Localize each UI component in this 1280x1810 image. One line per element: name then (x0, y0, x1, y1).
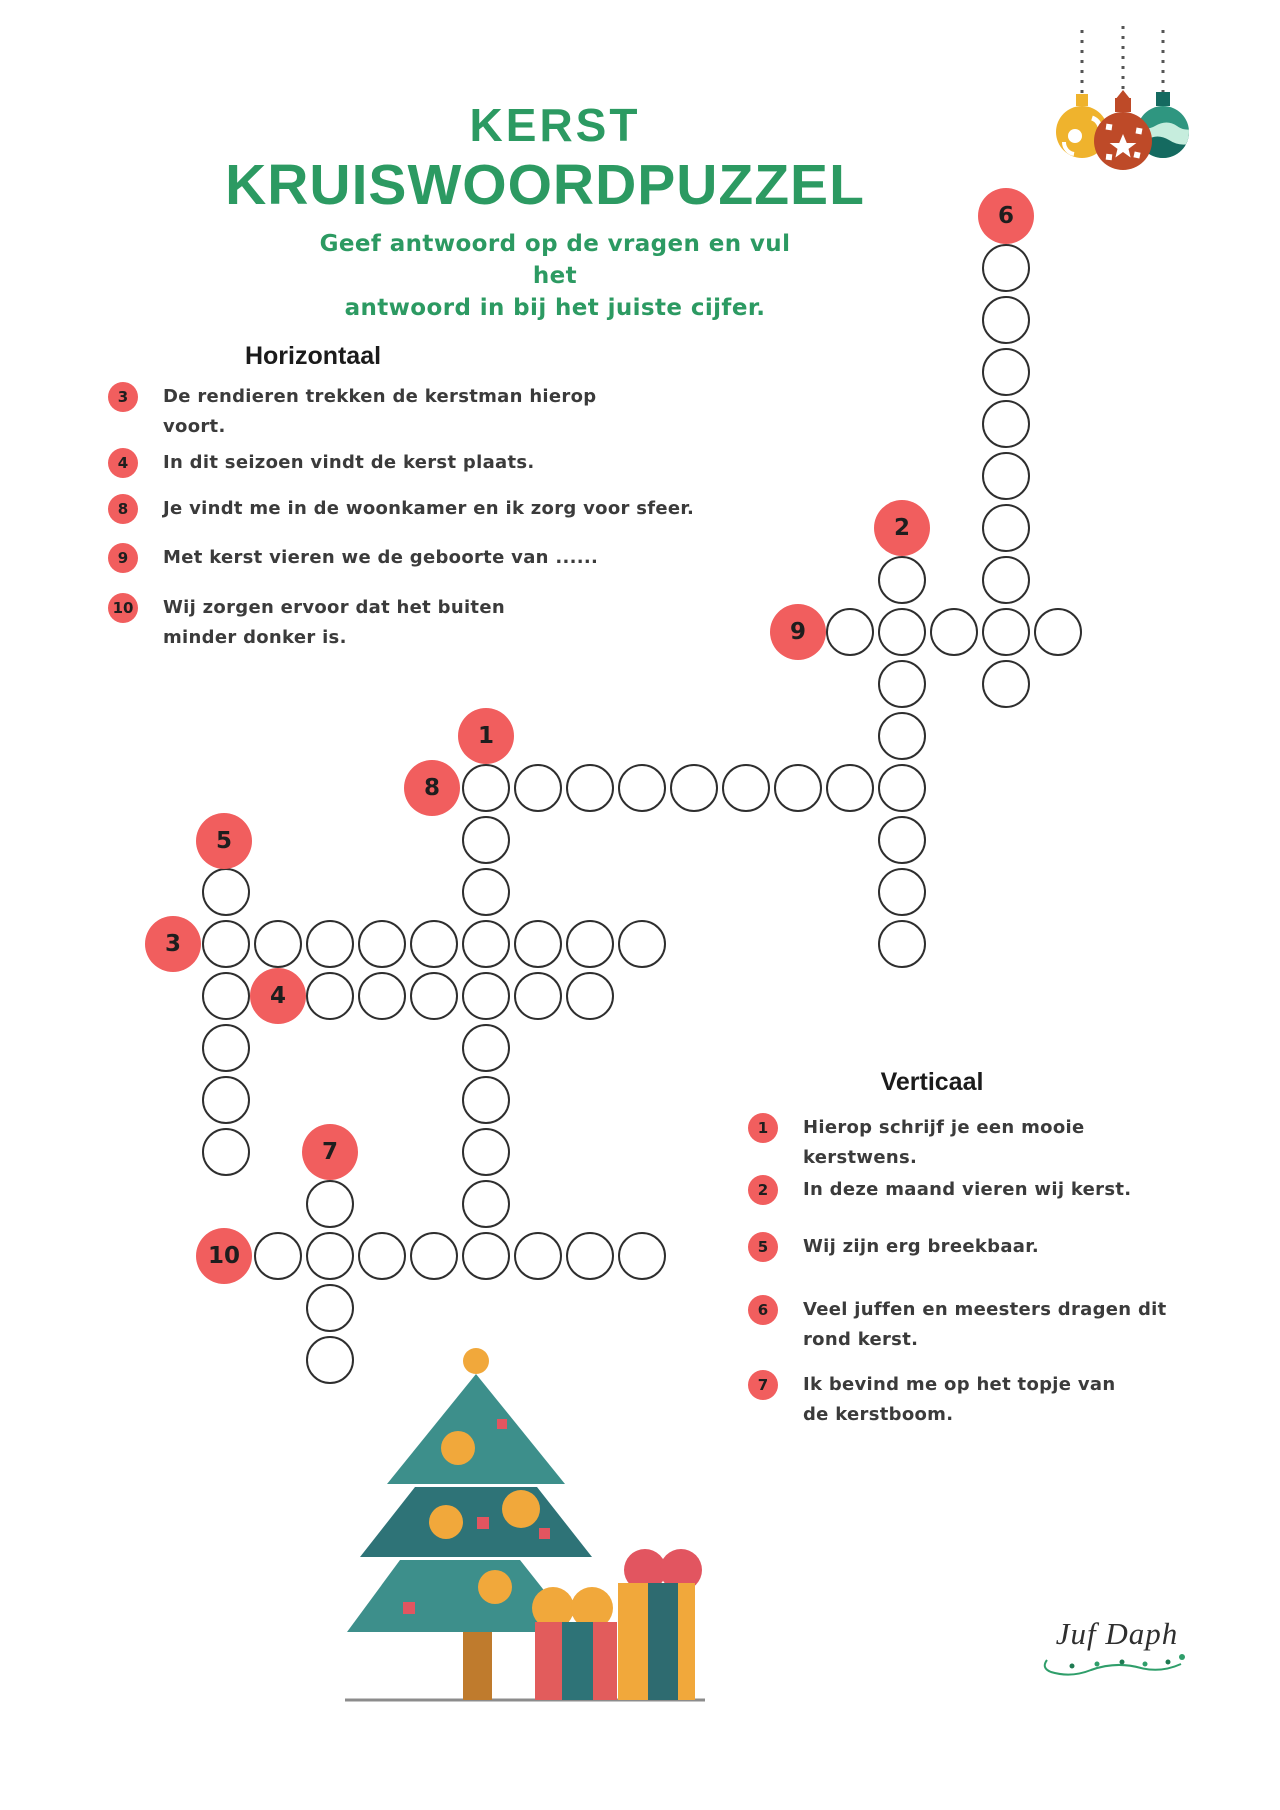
clue-text-line: minder donker is. (163, 627, 347, 648)
horizontal-heading: Horizontaal (244, 342, 382, 370)
clue-badge-8: 8 (108, 494, 138, 524)
grid-cell[interactable] (254, 1232, 302, 1280)
grid-cell[interactable] (202, 868, 250, 916)
grid-cell[interactable] (826, 764, 874, 812)
grid-cell[interactable] (462, 1128, 510, 1176)
grid-cell[interactable] (202, 1024, 250, 1072)
subtitle-line2: antwoord in bij het juiste cijfer. (344, 295, 766, 321)
grid-cell[interactable] (254, 920, 302, 968)
clue-badge-5: 5 (748, 1232, 778, 1262)
grid-cell[interactable] (670, 764, 718, 812)
grid-number-badge-5: 5 (196, 813, 252, 869)
bauble-rust-icon (1094, 90, 1152, 170)
grid-cell[interactable] (306, 1284, 354, 1332)
clue-text-line: In dit seizoen vindt de kerst plaats. (163, 452, 535, 473)
grid-cell[interactable] (982, 296, 1030, 344)
clue-text-line: Wij zorgen ervoor dat het buiten (163, 597, 505, 618)
grid-cell[interactable] (722, 764, 770, 812)
clue-text-line: de kerstboom. (803, 1404, 954, 1425)
grid-cell[interactable] (202, 972, 250, 1020)
clue-text-line: kerstwens. (803, 1147, 918, 1168)
page-title-line2: KRUISWOORDPUZZEL (225, 153, 865, 217)
clue-badge-1: 1 (748, 1113, 778, 1143)
clue-text-line: voort. (163, 416, 226, 437)
clue-text-line: Wij zijn erg breekbaar. (803, 1236, 1039, 1257)
present-red-icon (532, 1587, 617, 1700)
grid-cell[interactable] (566, 920, 614, 968)
grid-cell[interactable] (514, 920, 562, 968)
grid-cell[interactable] (566, 1232, 614, 1280)
grid-cell[interactable] (306, 1180, 354, 1228)
grid-cell[interactable] (826, 608, 874, 656)
page-title-line1: KERST (469, 99, 641, 151)
logo-vine-icon (1042, 1652, 1192, 1682)
grid-cell[interactable] (878, 920, 926, 968)
grid-number-badge-6: 6 (978, 188, 1034, 244)
grid-cell[interactable] (462, 868, 510, 916)
clue-badge-10: 10 (108, 593, 138, 623)
grid-cell[interactable] (878, 764, 926, 812)
grid-cell[interactable] (618, 1232, 666, 1280)
grid-cell[interactable] (410, 920, 458, 968)
grid-cell[interactable] (982, 556, 1030, 604)
grid-cell[interactable] (462, 764, 510, 812)
christmas-tree-illustration (300, 1340, 720, 1720)
grid-cell[interactable] (514, 1232, 562, 1280)
grid-cell[interactable] (410, 1232, 458, 1280)
grid-cell[interactable] (982, 348, 1030, 396)
tree-top-ball (463, 1348, 489, 1374)
clue-text-line: De rendieren trekken de kerstman hierop (163, 386, 597, 407)
grid-number-badge-9: 9 (770, 604, 826, 660)
clue-badge-7: 7 (748, 1370, 778, 1400)
grid-cell[interactable] (358, 972, 406, 1020)
grid-cell[interactable] (566, 764, 614, 812)
grid-cell[interactable] (306, 1232, 354, 1280)
grid-number-badge-3: 3 (145, 916, 201, 972)
grid-number-badge-1: 1 (458, 708, 514, 764)
grid-cell[interactable] (774, 764, 822, 812)
grid-cell[interactable] (982, 400, 1030, 448)
grid-cell[interactable] (462, 1024, 510, 1072)
clue-text-line: Je vindt me in de woonkamer en ik zorg voor sfeer. (163, 498, 695, 519)
clue-text-line: Met kerst vieren we de geboorte van ...... (163, 547, 599, 568)
grid-cell[interactable] (202, 1128, 250, 1176)
present-yellow-icon (618, 1549, 702, 1700)
clue-badge-9: 9 (108, 543, 138, 573)
grid-cell[interactable] (306, 972, 354, 1020)
clue-text-line: Veel juffen en meesters dragen dit (803, 1299, 1167, 1320)
tree-trunk (463, 1632, 492, 1700)
logo-text: Juf Daph (1055, 1616, 1179, 1651)
grid-cell[interactable] (462, 1180, 510, 1228)
grid-cell[interactable] (878, 608, 926, 656)
grid-cell[interactable] (410, 972, 458, 1020)
grid-number-badge-7: 7 (302, 1124, 358, 1180)
grid-cell[interactable] (202, 1076, 250, 1124)
clue-text-line: Ik bevind me op het topje van (803, 1374, 1116, 1395)
logo-juf-daph (1032, 1616, 1202, 1686)
clue-text-line: In deze maand vieren wij kerst. (803, 1179, 1132, 1200)
clue-badge-3: 3 (108, 382, 138, 412)
grid-number-badge-4: 4 (250, 968, 306, 1024)
clue-text-line: rond kerst. (803, 1329, 919, 1350)
grid-cell[interactable] (618, 920, 666, 968)
vertical-heading: Verticaal (880, 1068, 984, 1096)
presents-illustration (532, 1549, 702, 1700)
grid-cell[interactable] (618, 764, 666, 812)
grid-cell[interactable] (514, 972, 562, 1020)
grid-cell[interactable] (514, 764, 562, 812)
grid-cell[interactable] (202, 920, 250, 968)
clue-badge-2: 2 (748, 1175, 778, 1205)
grid-cell[interactable] (982, 608, 1030, 656)
grid-cell[interactable] (462, 972, 510, 1020)
grid-cell[interactable] (358, 920, 406, 968)
grid-cell[interactable] (1034, 608, 1082, 656)
grid-cell[interactable] (982, 504, 1030, 552)
grid-cell[interactable] (878, 816, 926, 864)
grid-cell[interactable] (982, 660, 1030, 708)
grid-number-badge-8: 8 (404, 760, 460, 816)
grid-cell[interactable] (878, 868, 926, 916)
grid-cell[interactable] (358, 1232, 406, 1280)
grid-cell[interactable] (462, 1232, 510, 1280)
baubles-illustration (1030, 20, 1210, 180)
grid-cell[interactable] (930, 608, 978, 656)
grid-cell[interactable] (306, 920, 354, 968)
subtitle-line1: Geef antwoord op de vragen en vul het (319, 231, 791, 289)
grid-cell[interactable] (462, 816, 510, 864)
grid-cell[interactable] (982, 452, 1030, 500)
grid-cell[interactable] (462, 920, 510, 968)
clue-badge-6: 6 (748, 1295, 778, 1325)
grid-cell[interactable] (982, 244, 1030, 292)
clue-text-line: Hierop schrijf je een mooie (803, 1117, 1085, 1138)
grid-cell[interactable] (566, 972, 614, 1020)
clue-badge-4: 4 (108, 448, 138, 478)
grid-number-badge-10: 10 (196, 1228, 252, 1284)
grid-cell[interactable] (878, 712, 926, 760)
grid-number-badge-2: 2 (874, 500, 930, 556)
grid-cell[interactable] (878, 660, 926, 708)
grid-cell[interactable] (462, 1076, 510, 1124)
grid-cell[interactable] (878, 556, 926, 604)
